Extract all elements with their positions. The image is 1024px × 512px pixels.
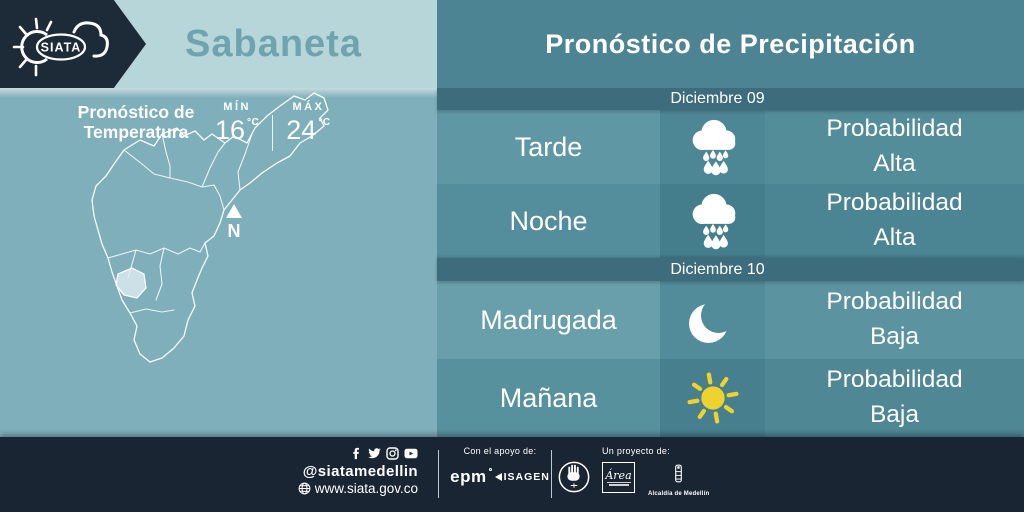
siata-logo-text: SIATA <box>40 40 82 55</box>
location-title: Sabaneta <box>185 22 362 65</box>
north-arrow <box>226 204 242 241</box>
alcaldia-emblem-icon <box>672 463 685 484</box>
probability-line2: Alta <box>873 150 916 177</box>
header-band <box>0 0 437 88</box>
project-block <box>602 446 732 497</box>
probability-line2: Baja <box>869 401 920 428</box>
siata-logo-icon <box>10 8 114 82</box>
alcaldia-caption: Alcaldía de Medellín <box>648 491 710 497</box>
period-label: Mañana <box>437 359 660 437</box>
siata-logo-pennant <box>0 0 146 88</box>
support-label: Con el apoyo de: <box>463 446 537 456</box>
weather-icon-cell <box>660 359 765 437</box>
probability-line2: Baja <box>869 323 920 350</box>
instagram-icon[interactable] <box>386 447 399 460</box>
area-signature: Área <box>605 468 632 482</box>
footer-divider-2 <box>551 450 552 498</box>
region-map <box>62 88 332 368</box>
facebook-icon[interactable] <box>350 447 362 460</box>
max-unit: °C <box>318 117 331 128</box>
sun-icon <box>685 370 741 426</box>
forecast-row-noche <box>437 184 1024 258</box>
left-panel <box>0 0 437 437</box>
temperature-title: Pronóstico de Temperatura <box>77 102 195 142</box>
social-handle[interactable]: @siatamedellin <box>302 463 418 480</box>
weather-icon-cell <box>660 110 765 184</box>
isagen-logo-mark <box>495 473 502 481</box>
forecast-row-madrugada <box>437 281 1024 359</box>
probability-cell <box>765 110 1024 184</box>
probability-line1: Probabilidad <box>826 366 963 394</box>
min-label: MÍN <box>223 101 251 113</box>
globe-icon <box>298 482 311 495</box>
highlighted-municipality <box>116 268 146 298</box>
social-block <box>298 446 418 496</box>
area-logo-caption-line <box>609 484 629 486</box>
support-block <box>452 446 548 487</box>
min-unit: °C <box>247 117 260 128</box>
isagen-logo: ISAGEN <box>495 471 550 483</box>
website-row[interactable] <box>298 481 418 496</box>
probability-line1: Probabilidad <box>826 115 963 143</box>
forecast-row-manana <box>437 359 1024 437</box>
date-strip-2: Diciembre 10 <box>437 258 1024 281</box>
probability-cell <box>765 359 1024 437</box>
period-label: Madrugada <box>437 281 660 359</box>
period-label: Noche <box>437 184 660 258</box>
twitter-icon[interactable] <box>367 447 381 460</box>
weather-icon-cell <box>660 184 765 258</box>
probability-line1: Probabilidad <box>826 189 963 217</box>
probability-line2: Alta <box>873 224 916 251</box>
left-main-area <box>0 88 437 437</box>
precipitation-panel <box>437 0 1024 437</box>
epm-logo-mark <box>489 468 492 471</box>
youtube-icon[interactable] <box>404 447 418 460</box>
rain-cloud-icon <box>682 116 744 178</box>
min-value: 16 <box>215 115 246 145</box>
alcaldia-logo <box>648 463 709 497</box>
probability-cell <box>765 184 1024 258</box>
period-label: Tarde <box>437 110 660 184</box>
area-logo-caption-line <box>607 482 631 484</box>
social-icons <box>298 446 418 460</box>
forecast-row-tarde <box>437 110 1024 184</box>
area-metropolitana-logo <box>602 462 635 493</box>
probability-cell <box>765 281 1024 359</box>
map-outer-boundary <box>92 93 331 362</box>
rain-cloud-icon <box>682 190 744 252</box>
max-label: MÁX <box>292 101 325 113</box>
epm-logo: epm <box>450 467 486 487</box>
footer <box>0 437 1024 512</box>
max-value: 24 <box>286 115 317 145</box>
hand-emblem-logo <box>557 460 591 494</box>
north-label: N <box>227 221 241 241</box>
probability-line1: Probabilidad <box>826 288 963 316</box>
website-link: www.siata.gov.co <box>314 481 418 496</box>
weather-icon-cell <box>660 281 765 359</box>
date-strip-1: Diciembre 09 <box>437 88 1024 110</box>
footer-divider-1 <box>438 450 439 498</box>
project-label: Un proyecto de: <box>602 446 671 456</box>
moon-icon <box>701 298 736 333</box>
precipitation-title: Pronóstico de Precipitación <box>545 28 916 59</box>
